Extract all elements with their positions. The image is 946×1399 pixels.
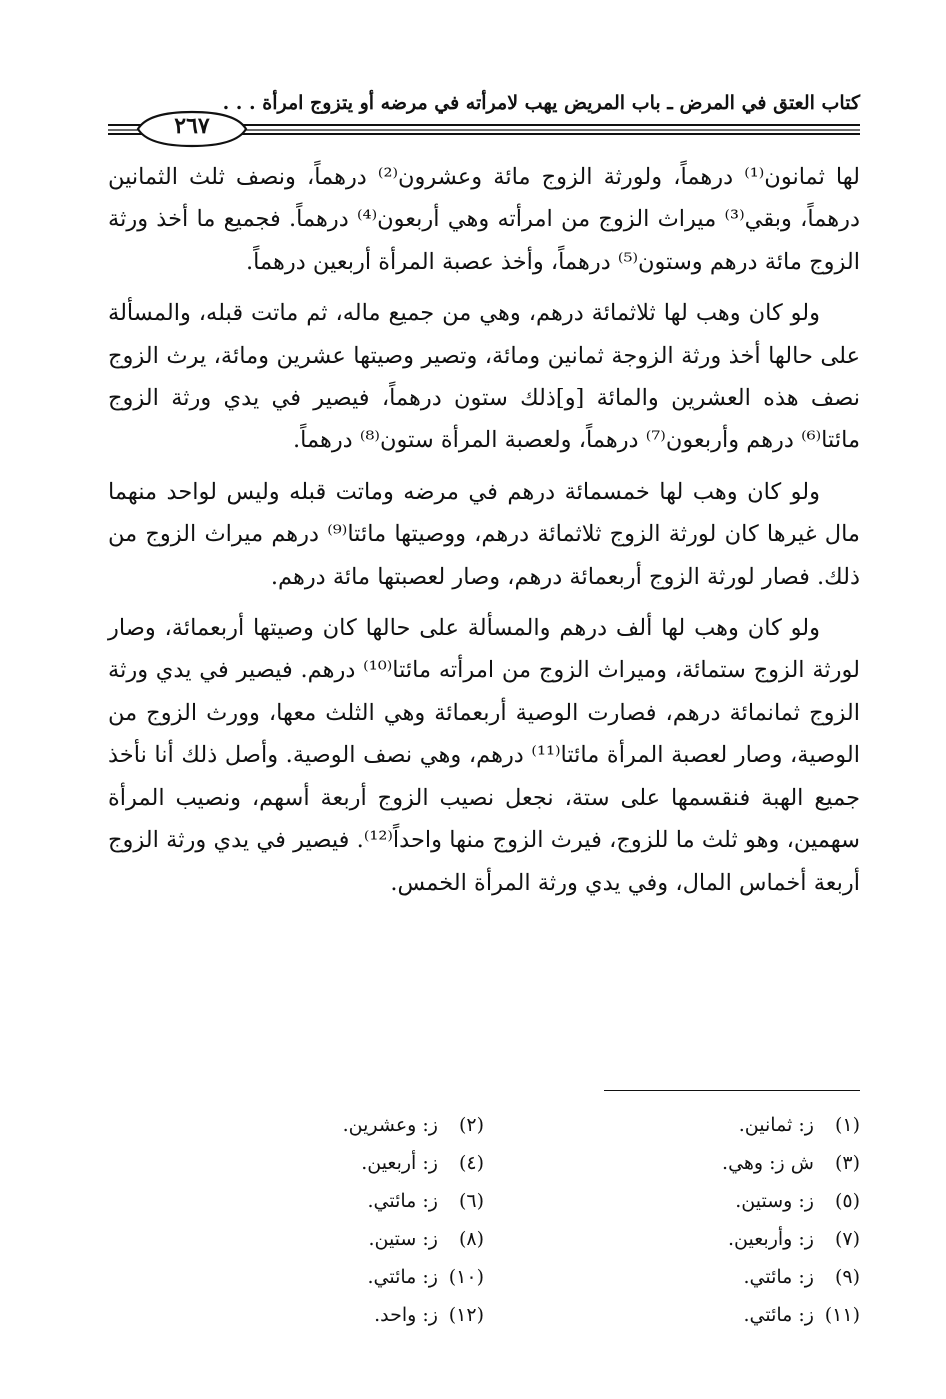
footnote-number: (١١) bbox=[824, 1304, 860, 1326]
footnote-text: ز: أربعين. bbox=[361, 1152, 438, 1174]
footnote-row bbox=[108, 1144, 860, 1182]
footnote-number: (٣) bbox=[834, 1152, 860, 1174]
footnote bbox=[108, 1220, 484, 1258]
footnote bbox=[484, 1296, 860, 1334]
footnote-number: (٧) bbox=[834, 1228, 860, 1250]
footnote-text: ز: وعشرين. bbox=[342, 1114, 438, 1136]
footnote-number: (٦) bbox=[458, 1190, 484, 1212]
footnote-text: ز: واحد. bbox=[374, 1304, 438, 1326]
paragraph: ولو كان وهب لها ألف درهم والمسألة على حالها كان وصيتها أربعمائة، وصار لورثة الزوج ستمائة، وميراث الزوج من امرأته مائتا⁽¹⁰⁾ درهم. فيصير في يدي ورثة الزوج ثمانمائة درهم، فصارت الوصية أربعمائة وهي الثلث معها، وورث الزوج من الوصية، وصار لعصبة المرأة مائتا⁽¹¹⁾ درهم، وهي نصف الوصية. وأصل ذلك أنا نأخذ جميع الهبة فنقسمها على ستة، نجعل نصيب الزوج أربعة أسهم، ونصيب المرأة سهمين، وهو ثلث ما للزوج، فيرث الزوج منها واحداً⁽¹²⁾. فيصير في يدي ورثة الزوج أربعة أخماس المال، وفي يدي ورثة المرأة الخمس. bbox=[108, 615, 861, 896]
paragraph: ولو كان وهب لها ثلاثمائة درهم، وهي من جميع ماله، ثم ماتت قبله، والمسألة على حالها أخذ ورثة الزوجة ثمانين ومائة، وتصير وصيتها عشرين ومائة، يرث الزوج نصف هذه العشرين والمائة [و]ذلك ستون درهماً، فيصير في يدي ورثة الزوج مائتا⁽⁶⁾ درهم وأربعون⁽⁷⁾ درهماً، ولعصبة المرأة ستون⁽⁸⁾ درهماً. bbox=[108, 300, 860, 454]
footnote-number: (٨) bbox=[458, 1228, 484, 1250]
footnote bbox=[108, 1144, 484, 1182]
footnote bbox=[484, 1258, 860, 1296]
paragraph: لها ثمانون⁽¹⁾ درهماً، ولورثة الزوج مائة وعشرون⁽²⁾ درهماً، ونصف ثلث الثمانين درهماً، وبقي⁽³⁾ ميراث الزوج من امرأته وهي أربعون⁽⁴⁾ درهماً. فجميع ما أخذ ورثة الزوج مائة درهم وستون⁽⁵⁾ درهماً، وأخذ عصبة المرأة أربعين درهماً. bbox=[108, 164, 861, 275]
footnote-number: (١٢) bbox=[448, 1304, 484, 1326]
page-number: ٢٦٧ bbox=[174, 113, 210, 139]
footnote-text: ش ز: وهي. bbox=[722, 1152, 814, 1174]
footnote-number: (٢) bbox=[458, 1114, 484, 1136]
footnote bbox=[484, 1182, 860, 1220]
footnote-row bbox=[108, 1296, 860, 1334]
paragraph: ولو كان وهب لها خمسمائة درهم في مرضه وماتت قبله وليس لواحد منهما مال غيرها كان لورثة الزوج ثلاثمائة درهم، ووصيتها مائتا⁽⁹⁾ درهم ميراث الزوج من ذلك. فصار لورثة الزوج أربعمائة درهم، وصار لعصبتها مائة درهم. bbox=[108, 478, 860, 590]
footnote bbox=[108, 1106, 484, 1144]
footnote-text: ز: مائتي. bbox=[743, 1266, 814, 1288]
footnote-row bbox=[108, 1220, 860, 1258]
footnote bbox=[108, 1182, 484, 1220]
footnote-row bbox=[108, 1182, 860, 1220]
footnote-number: (٩) bbox=[834, 1266, 860, 1288]
footnote bbox=[108, 1296, 484, 1334]
book-page bbox=[108, 78, 860, 1378]
footnote bbox=[484, 1144, 860, 1182]
footnote-separator bbox=[604, 1090, 860, 1091]
page-header bbox=[108, 78, 860, 148]
footnote-text: ز: مائتي. bbox=[367, 1266, 438, 1288]
footnote-text: ز: مائتي. bbox=[743, 1304, 814, 1326]
footnote-text: ز: وأربعين. bbox=[728, 1228, 814, 1250]
footnote-number: (٥) bbox=[834, 1190, 860, 1212]
footnote-row bbox=[108, 1106, 860, 1144]
footnote-number: (١) bbox=[834, 1114, 860, 1136]
footnote bbox=[484, 1106, 860, 1144]
footnote bbox=[108, 1258, 484, 1296]
footnote bbox=[484, 1220, 860, 1258]
running-title: كتاب العتق في المرض ـ باب المريض يهب لامرأته في مرضه أو يتزوج امرأة . . . bbox=[222, 92, 860, 114]
footnote-number: (٤) bbox=[458, 1152, 484, 1174]
footnote-row bbox=[108, 1258, 860, 1296]
footnote-text: ز: مائتي. bbox=[367, 1190, 438, 1212]
footnotes bbox=[108, 1106, 860, 1334]
main-text bbox=[108, 156, 860, 913]
footnote-number: (١٠) bbox=[448, 1266, 484, 1288]
footnote-text: ز: ستين. bbox=[368, 1228, 438, 1250]
footnote-text: ز: ثمانين. bbox=[738, 1114, 814, 1136]
footnote-text: ز: وستين. bbox=[735, 1190, 814, 1212]
